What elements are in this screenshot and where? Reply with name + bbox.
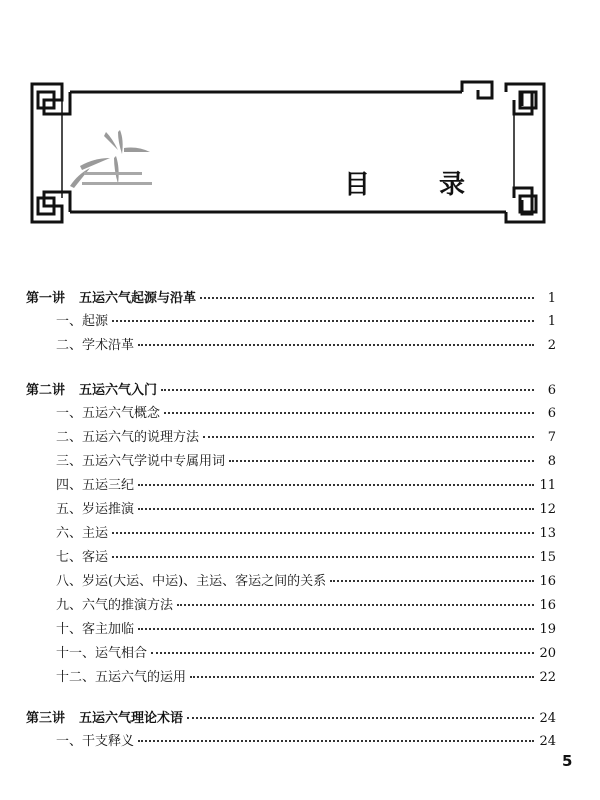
toc-item-page: 19 [539,622,556,637]
toc-item-label: 七、客运 [56,550,109,565]
toc-item[interactable] [56,550,556,566]
page-number: 5 [562,752,573,770]
chapter-title: 五运六气起源与沿革 [79,291,197,306]
toc-item[interactable] [56,454,556,470]
toc-item-page: 16 [539,598,556,613]
chapter-title: 五运六气入门 [79,383,158,398]
toc-item-page: 8 [547,454,556,469]
chapter-page-number: 6 [547,383,556,398]
toc-item-label: 二、学术沿革 [56,338,135,353]
toc-item[interactable] [56,734,556,750]
toc-chapter-2[interactable] [26,383,556,399]
toc-item-page: 11 [539,478,556,493]
toc-item-page: 2 [547,338,556,353]
leader-dots [177,603,534,606]
toc-item-label: 二、五运六气的说理方法 [56,430,200,445]
leader-dots [138,627,534,630]
leader-dots [151,651,534,654]
leader-dots [161,388,534,391]
toc-item[interactable] [56,622,556,638]
leader-dots [229,459,534,462]
toc-item-page: 15 [539,550,556,565]
toc-item-label: 九、六气的推演方法 [56,598,174,613]
leader-dots [138,507,534,510]
leader-dots [112,555,534,558]
toc-item-page: 6 [547,406,556,421]
toc-item-label: 一、干支释义 [56,734,135,749]
leader-dots [203,435,534,438]
leader-dots [187,716,534,719]
leader-dots [138,343,534,346]
chapter-number: 第三讲 [26,711,66,726]
bamboo-icon [60,128,170,208]
chapter-title: 五运六气理论术语 [79,711,184,726]
toc-item-page: 12 [539,502,556,517]
toc-item-label: 一、起源 [56,314,109,329]
toc-item-page: 20 [539,646,556,661]
toc-item-label: 六、主运 [56,526,109,541]
toc-item[interactable] [56,430,556,446]
toc-item[interactable] [56,598,556,614]
page-title: 目 录 [344,170,496,200]
toc-item-page: 7 [547,430,556,445]
leader-dots [112,531,534,534]
toc-item[interactable] [56,574,556,590]
toc-item[interactable] [56,646,556,662]
toc-item[interactable] [56,338,556,354]
toc-item[interactable] [56,406,556,422]
toc-item-label: 十一、运气相合 [56,646,148,661]
leader-dots [112,319,534,322]
toc-item-label: 十二、五运六气的运用 [56,670,187,685]
toc-item-page: 16 [539,574,556,589]
toc-item-label: 八、岁运(大运、中运)、主运、客运之间的关系 [56,574,327,589]
toc-item-label: 三、五运六气学说中专属用词 [56,454,226,469]
toc-item-page: 1 [547,314,556,329]
toc-chapter-1[interactable] [26,291,556,307]
leader-dots [138,483,534,486]
chapter-page-number: 24 [539,711,556,726]
toc-item[interactable] [56,526,556,542]
toc-item-page: 13 [539,526,556,541]
chapter-page-number: 1 [547,291,556,306]
toc-item-page: 24 [539,734,556,749]
chapter-number: 第二讲 [26,383,66,398]
leader-dots [200,296,534,299]
toc-item-page: 22 [539,670,556,685]
leader-dots [164,411,534,414]
toc-item[interactable] [56,502,556,518]
toc-item[interactable] [56,314,556,330]
toc-item-label: 五、岁运推演 [56,502,135,517]
toc-item-label: 十、客主加临 [56,622,135,637]
toc-item[interactable] [56,670,556,686]
leader-dots [138,739,534,742]
leader-dots [190,675,534,678]
leader-dots [330,579,534,582]
toc-item[interactable] [56,478,556,494]
chapter-number: 第一讲 [26,291,66,306]
toc-item-label: 一、五运六气概念 [56,406,161,421]
toc-chapter-3[interactable] [26,711,556,727]
toc-item-label: 四、五运三纪 [56,478,135,493]
